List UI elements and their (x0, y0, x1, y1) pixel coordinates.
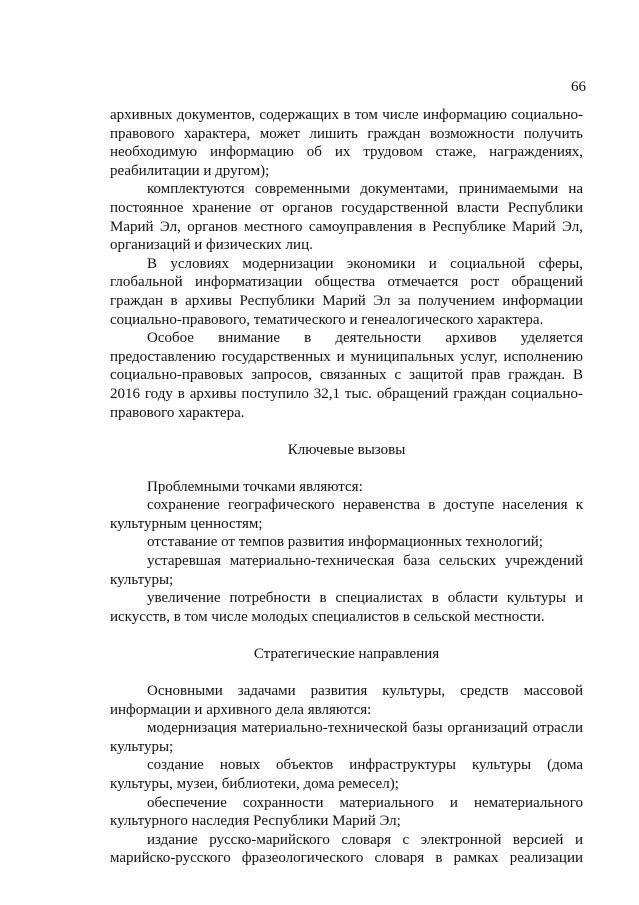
paragraph: комплектуются современными документами, принимаемыми на постоянное хранение от органов государственной власти Республики Марий Эл, органов местного самоуправления в Республике Марий Эл, организаций и физических лиц. (110, 181, 583, 254)
list-item: устаревшая материально-техническая база сельских учреждений культуры; (110, 553, 583, 588)
page-number: 66 (571, 79, 586, 95)
paragraph-continuation: архивных документов, содержащих в том числе информацию социально-правового характера, может лишить граждан возможности получить необходимую информацию об их трудовом стаже, награждениях, реабилитации и другом); (110, 107, 583, 179)
paragraph: Проблемными точками являются: (147, 478, 363, 495)
list-item: модернизация материально-технической базы организаций отрасли культуры; (110, 720, 583, 755)
list-item: увеличение потребности в специалистах в области культуры и искусств, в том числе молодых специалистов в сельской местности. (110, 590, 583, 625)
list-item: издание русско-марийского словаря с электронной версией и марийско-русского фразеологического словаря в рамках реализации (110, 831, 583, 867)
list-item: создание новых объектов инфраструктуры культуры (дома культуры, музеи, библиотеки, дома ремесел); (110, 757, 583, 792)
section-heading-key-challenges: Ключевые вызовы (287, 442, 406, 459)
paragraph: Особое внимание в деятельности архивов уделяется предоставлению государственных и муниципальных услуг, исполнению социально-правовых запросов, связанных с защитой прав граждан. В 2016 году в архивы поступило 32,1 тыс. обращений граждан социально-правового характера. (110, 330, 583, 421)
list-item: отставание от темпов развития информационных технологий; (147, 534, 543, 551)
paragraph: Основными задачами развития культуры, средств массовой информации и архивного дела являются: (110, 683, 583, 718)
paragraph: В условиях модернизации экономики и социальной сферы, глобальной информатизации общества отмечается рост обращений граждан в архивы Республики Марий Эл за получением информации социально-правового, тематического и генеалогического характера. (110, 255, 583, 328)
section-heading-strategic-directions: Стратегические направления (253, 646, 440, 663)
list-item: сохранение географического неравенства в доступе населения к культурным ценностям; (110, 497, 583, 532)
document-body (110, 106, 583, 868)
list-item: обеспечение сохранности материального и нематериального культурного наследия Республики Марий Эл; (110, 794, 583, 830)
